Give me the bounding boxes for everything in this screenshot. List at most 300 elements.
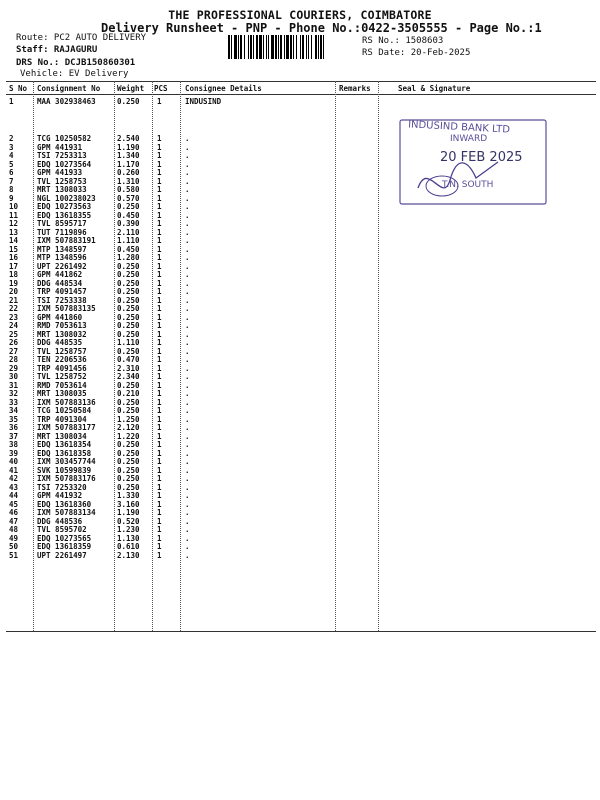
row-weight: 0.250 bbox=[117, 457, 140, 466]
row-pcs: 1 bbox=[157, 474, 162, 483]
route-label: Route: PC2 AUTO DELIVERY bbox=[16, 33, 147, 43]
row-consignee: . bbox=[185, 261, 190, 271]
row-pcs: 1 bbox=[157, 193, 162, 203]
row-consignee: . bbox=[185, 295, 190, 305]
row-pcs: 1 bbox=[157, 176, 162, 186]
row-weight: 0.450 bbox=[117, 244, 140, 254]
row-weight: 2.310 bbox=[117, 363, 140, 373]
row-consignment: RMD 7053614 bbox=[37, 380, 87, 390]
row-sno: 42 bbox=[9, 474, 19, 483]
row-weight: 1.190 bbox=[117, 142, 140, 152]
row-pcs: 1 bbox=[157, 168, 162, 177]
row-consignee: . bbox=[185, 542, 190, 551]
row-sno: 40 bbox=[9, 457, 19, 466]
row-weight: 0.250 bbox=[117, 346, 140, 356]
row-consignment: IXM 507883191 bbox=[37, 236, 96, 245]
row-consignee: . bbox=[185, 389, 190, 398]
row-sno: 16 bbox=[9, 253, 19, 262]
row-weight: 2.130 bbox=[117, 550, 140, 560]
row-consignment: GPM 441931 bbox=[37, 142, 83, 152]
row-consignment: GPM 441933 bbox=[37, 168, 83, 177]
row-weight: 1.110 bbox=[117, 338, 140, 347]
row-consignee: . bbox=[185, 440, 190, 449]
header-seal: Seal & Signature bbox=[398, 84, 471, 93]
row-weight: 1.250 bbox=[117, 414, 140, 424]
row-weight: 0.250 bbox=[117, 321, 140, 330]
row-weight: 0.250 bbox=[117, 482, 140, 492]
row-pcs: 1 bbox=[157, 321, 162, 330]
table-row bbox=[0, 262, 600, 271]
row-weight: 0.250 bbox=[117, 261, 140, 271]
row-pcs: 1 bbox=[157, 389, 162, 398]
row-pcs: 1 bbox=[157, 270, 162, 279]
row-sno: 1 bbox=[9, 97, 14, 106]
row-consignment: EDQ 10273564 bbox=[37, 159, 92, 169]
row-consignment: EDQ 13618355 bbox=[37, 210, 92, 220]
row-consignment: RMD 7053613 bbox=[37, 321, 87, 330]
row-sno: 20 bbox=[9, 287, 19, 296]
row-sno: 45 bbox=[9, 499, 19, 509]
row-consignee: . bbox=[185, 397, 190, 407]
row-consignment: EDQ 13618354 bbox=[37, 440, 92, 449]
row-consignee: . bbox=[185, 142, 190, 152]
row-sno: 23 bbox=[9, 312, 19, 322]
row-consignment: EDQ 13618359 bbox=[37, 542, 92, 551]
runsheet-title: Delivery Runsheet - PNP - Phone No.:0422-3505555 - Page No.:1 bbox=[101, 21, 542, 35]
rs-number: RS No.: 1508603 bbox=[362, 36, 444, 46]
row-consignment: TSI 7253338 bbox=[37, 295, 87, 305]
row-sno: 30 bbox=[9, 372, 19, 381]
row-consignment: EDQ 13618358 bbox=[37, 448, 92, 458]
row-weight: 2.120 bbox=[117, 423, 140, 432]
row-sno: 35 bbox=[9, 414, 19, 424]
row-weight: 0.390 bbox=[117, 219, 140, 228]
row-sno: 11 bbox=[9, 210, 19, 220]
table-row bbox=[0, 338, 600, 347]
table-header-rule bbox=[6, 94, 596, 95]
row-weight: 0.210 bbox=[117, 389, 140, 398]
row-consignment: TVL 8595702 bbox=[37, 525, 87, 534]
row-weight: 2.110 bbox=[117, 227, 140, 237]
row-consignee: . bbox=[185, 499, 190, 509]
row-sno: 9 bbox=[9, 193, 14, 203]
table-row bbox=[0, 415, 600, 424]
row-consignee: . bbox=[185, 151, 190, 160]
header-consignment: Consignment No bbox=[37, 84, 101, 93]
row-consignee: . bbox=[185, 227, 190, 237]
row-weight: 0.610 bbox=[117, 542, 140, 551]
row-consignee: . bbox=[185, 287, 190, 296]
row-consignee: . bbox=[185, 253, 190, 262]
row-consignee: . bbox=[185, 338, 190, 347]
row-pcs: 1 bbox=[157, 355, 162, 364]
row-consignee: . bbox=[185, 550, 190, 560]
row-consignee: . bbox=[185, 465, 190, 475]
table-row bbox=[0, 432, 600, 441]
row-sno: 5 bbox=[9, 159, 14, 169]
table-row bbox=[0, 279, 600, 288]
row-sno: 7 bbox=[9, 176, 14, 186]
row-pcs: 1 bbox=[157, 363, 162, 373]
row-weight: 0.260 bbox=[117, 168, 140, 177]
row-weight: 1.130 bbox=[117, 533, 140, 543]
row-pcs: 1 bbox=[157, 414, 162, 424]
table-row bbox=[0, 364, 600, 373]
row-sno: 43 bbox=[9, 482, 19, 492]
row-weight: 0.250 bbox=[117, 295, 140, 305]
row-consignee: INDUSIND bbox=[185, 97, 222, 106]
row-sno: 21 bbox=[9, 295, 19, 305]
row-consignee: . bbox=[185, 474, 190, 483]
table-row bbox=[0, 457, 600, 466]
row-consignee: . bbox=[185, 202, 190, 211]
row-consignment: TVL 8595717 bbox=[37, 219, 87, 228]
table-row bbox=[0, 381, 600, 390]
row-consignment: TCG 10250582 bbox=[37, 134, 92, 143]
table-row bbox=[0, 321, 600, 330]
row-weight: 0.580 bbox=[117, 185, 140, 194]
table-bottom-rule bbox=[6, 631, 596, 632]
row-consignment: MRT 1308035 bbox=[37, 389, 87, 398]
row-sno: 50 bbox=[9, 542, 19, 551]
row-sno: 47 bbox=[9, 516, 19, 526]
row-weight: 0.250 bbox=[117, 474, 140, 483]
row-weight: 0.250 bbox=[117, 304, 140, 313]
row-consignee: . bbox=[185, 380, 190, 390]
row-weight: 1.220 bbox=[117, 431, 140, 441]
company-title: THE PROFESSIONAL COURIERS, COIMBATORE bbox=[168, 8, 432, 22]
barcode-bar bbox=[324, 35, 326, 59]
row-consignee: . bbox=[185, 312, 190, 322]
row-consignment: MRT 1308032 bbox=[37, 329, 87, 339]
row-pcs: 1 bbox=[157, 97, 162, 106]
row-sno: 44 bbox=[9, 491, 19, 500]
row-weight: 0.250 bbox=[117, 380, 140, 390]
table-row bbox=[0, 542, 600, 551]
row-pcs: 1 bbox=[157, 210, 162, 220]
row-pcs: 1 bbox=[157, 550, 162, 560]
table-row bbox=[0, 313, 600, 322]
row-pcs: 1 bbox=[157, 329, 162, 339]
row-pcs: 1 bbox=[157, 499, 162, 509]
row-consignment: GPM 441862 bbox=[37, 270, 83, 279]
row-pcs: 1 bbox=[157, 516, 162, 526]
row-consignment: TSI 7253313 bbox=[37, 151, 87, 160]
row-consignment: TUT 7119896 bbox=[37, 227, 87, 237]
row-pcs: 1 bbox=[157, 338, 162, 347]
table-row bbox=[0, 245, 600, 254]
row-sno: 19 bbox=[9, 278, 19, 288]
row-sno: 51 bbox=[9, 550, 19, 560]
row-consignee: . bbox=[185, 185, 190, 194]
table-row bbox=[0, 406, 600, 415]
row-pcs: 1 bbox=[157, 448, 162, 458]
row-weight: 1.170 bbox=[117, 159, 140, 169]
row-weight: 0.250 bbox=[117, 440, 140, 449]
row-weight: 2.340 bbox=[117, 372, 140, 381]
row-sno: 3 bbox=[9, 142, 14, 152]
table-row bbox=[0, 483, 600, 492]
row-sno: 10 bbox=[9, 202, 19, 211]
table-row bbox=[0, 219, 600, 228]
row-sno: 25 bbox=[9, 329, 19, 339]
row-consignment: TVL 1258753 bbox=[37, 176, 87, 186]
row-pcs: 1 bbox=[157, 202, 162, 211]
row-pcs: 1 bbox=[157, 151, 162, 160]
row-consignee: . bbox=[185, 159, 190, 169]
row-consignee: . bbox=[185, 372, 190, 381]
row-consignment: TEN 2206536 bbox=[37, 355, 87, 364]
row-consignment: UPT 2261492 bbox=[37, 261, 87, 271]
header-consignee: Consignee Details bbox=[185, 84, 262, 93]
row-pcs: 1 bbox=[157, 312, 162, 322]
row-consignment: MAA 302938463 bbox=[37, 97, 96, 106]
table-top-rule bbox=[6, 81, 596, 82]
table-row bbox=[0, 449, 600, 458]
table-row bbox=[0, 236, 600, 245]
row-pcs: 1 bbox=[157, 295, 162, 305]
row-weight: 0.250 bbox=[117, 202, 140, 211]
row-pcs: 1 bbox=[157, 227, 162, 237]
header-weight: Weight bbox=[117, 84, 145, 93]
row-sno: 6 bbox=[9, 168, 14, 177]
row-consignment: TRP 4091304 bbox=[37, 414, 87, 424]
row-consignee: . bbox=[185, 329, 190, 339]
row-consignee: . bbox=[185, 355, 190, 364]
row-consignee: . bbox=[185, 270, 190, 279]
drs-number: DRS No.: DCJB150860301 bbox=[16, 58, 136, 68]
header-remarks: Remarks bbox=[339, 84, 371, 93]
row-consignment: MTP 1348596 bbox=[37, 253, 87, 262]
row-weight: 0.250 bbox=[117, 312, 140, 322]
table-row bbox=[0, 474, 600, 483]
row-sno: 4 bbox=[9, 151, 14, 160]
row-pcs: 1 bbox=[157, 542, 162, 551]
table-row bbox=[0, 440, 600, 449]
row-consignee: . bbox=[185, 482, 190, 492]
row-consignee: . bbox=[185, 457, 190, 466]
row-sno: 49 bbox=[9, 533, 19, 543]
row-pcs: 1 bbox=[157, 219, 162, 228]
row-pcs: 1 bbox=[157, 287, 162, 296]
row-consignment: SVK 10599839 bbox=[37, 465, 92, 475]
row-consignee: . bbox=[185, 210, 190, 220]
row-consignee: . bbox=[185, 508, 190, 517]
row-sno: 26 bbox=[9, 338, 19, 347]
row-consignment: MRT 1308033 bbox=[37, 185, 87, 194]
row-weight: 3.160 bbox=[117, 499, 140, 509]
row-pcs: 1 bbox=[157, 159, 162, 169]
row-pcs: 1 bbox=[157, 465, 162, 475]
row-consignee: . bbox=[185, 414, 190, 424]
table-row bbox=[0, 517, 600, 526]
row-consignment: IXM 507883134 bbox=[37, 508, 96, 517]
table-row bbox=[0, 228, 600, 237]
table-row bbox=[0, 347, 600, 356]
row-consignment: IXM 303457744 bbox=[37, 457, 96, 466]
row-sno: 22 bbox=[9, 304, 19, 313]
row-pcs: 1 bbox=[157, 525, 162, 534]
row-sno: 33 bbox=[9, 397, 19, 407]
row-weight: 1.280 bbox=[117, 253, 140, 262]
row-consignment: TVL 1258752 bbox=[37, 372, 87, 381]
row-sno: 34 bbox=[9, 406, 19, 415]
row-consignee: . bbox=[185, 168, 190, 177]
row-weight: 0.250 bbox=[117, 397, 140, 407]
row-consignment: DDG 448535 bbox=[37, 338, 83, 347]
row-weight: 0.570 bbox=[117, 193, 140, 203]
row-sno: 29 bbox=[9, 363, 19, 373]
row-consignee: . bbox=[185, 278, 190, 288]
row-weight: 0.250 bbox=[117, 329, 140, 339]
row-sno: 13 bbox=[9, 227, 19, 237]
table-row bbox=[0, 466, 600, 475]
row-consignment: DDG 448536 bbox=[37, 516, 83, 526]
table-row bbox=[0, 508, 600, 517]
row-pcs: 1 bbox=[157, 142, 162, 152]
row-sno: 24 bbox=[9, 321, 19, 330]
row-weight: 0.250 bbox=[117, 270, 140, 279]
row-pcs: 1 bbox=[157, 431, 162, 441]
row-pcs: 1 bbox=[157, 134, 162, 143]
stamp-date: 20 FEB 2025 bbox=[440, 150, 523, 165]
row-consignee: . bbox=[185, 193, 190, 203]
table-row bbox=[0, 534, 600, 543]
table-row bbox=[0, 398, 600, 407]
row-weight: 0.250 bbox=[117, 97, 140, 106]
row-pcs: 1 bbox=[157, 423, 162, 432]
row-pcs: 1 bbox=[157, 440, 162, 449]
row-sno: 12 bbox=[9, 219, 19, 228]
row-weight: 0.250 bbox=[117, 287, 140, 296]
row-sno: 17 bbox=[9, 261, 19, 271]
row-consignee: . bbox=[185, 533, 190, 543]
vehicle-label: Vehicle: EV Delivery bbox=[20, 69, 129, 79]
table-row bbox=[0, 355, 600, 364]
row-consignee: . bbox=[185, 491, 190, 500]
row-weight: 1.310 bbox=[117, 176, 140, 186]
row-consignment: TVL 1258757 bbox=[37, 346, 87, 356]
row-consignee: . bbox=[185, 525, 190, 534]
row-sno: 36 bbox=[9, 423, 19, 432]
row-pcs: 1 bbox=[157, 380, 162, 390]
row-sno: 46 bbox=[9, 508, 19, 517]
row-consignment: TCG 10250584 bbox=[37, 406, 92, 415]
row-consignment: EDQ 10273563 bbox=[37, 202, 92, 211]
row-consignee: . bbox=[185, 516, 190, 526]
row-pcs: 1 bbox=[157, 261, 162, 271]
row-sno: 14 bbox=[9, 236, 19, 245]
header-sno: S No bbox=[9, 84, 28, 93]
row-consignment: MRT 1308034 bbox=[37, 431, 87, 441]
row-pcs: 1 bbox=[157, 397, 162, 407]
bank-inward-stamp bbox=[398, 110, 548, 206]
barcode-image bbox=[228, 35, 353, 59]
header-pcs: PCS bbox=[154, 84, 168, 93]
row-sno: 39 bbox=[9, 448, 19, 458]
rs-date: RS Date: 20-Feb-2025 bbox=[362, 48, 471, 58]
table-row bbox=[0, 491, 600, 500]
row-weight: 0.250 bbox=[117, 406, 140, 415]
row-sno: 15 bbox=[9, 244, 19, 254]
row-consignment: IXM 507883177 bbox=[37, 423, 96, 432]
row-sno: 37 bbox=[9, 431, 19, 441]
table-row bbox=[0, 525, 600, 534]
row-consignee: . bbox=[185, 406, 190, 415]
row-weight: 0.450 bbox=[117, 210, 140, 220]
row-consignment: DDG 448534 bbox=[37, 278, 83, 288]
row-consignee: . bbox=[185, 176, 190, 186]
row-weight: 1.190 bbox=[117, 508, 140, 517]
row-sno: 28 bbox=[9, 355, 19, 364]
stamp-branch: T.N. SOUTH bbox=[442, 180, 494, 190]
row-pcs: 1 bbox=[157, 236, 162, 245]
table-row bbox=[0, 372, 600, 381]
row-sno: 31 bbox=[9, 380, 19, 390]
row-consignee: . bbox=[185, 363, 190, 373]
row-consignment: UPT 2261497 bbox=[37, 550, 87, 560]
table-row bbox=[0, 97, 600, 106]
row-pcs: 1 bbox=[157, 491, 162, 500]
row-pcs: 1 bbox=[157, 508, 162, 517]
row-sno: 2 bbox=[9, 134, 14, 143]
table-row bbox=[0, 211, 600, 220]
row-consignee: . bbox=[185, 448, 190, 458]
row-pcs: 1 bbox=[157, 457, 162, 466]
row-consignment: MTP 1348597 bbox=[37, 244, 87, 254]
row-consignment: EDQ 13618360 bbox=[37, 499, 92, 509]
row-pcs: 1 bbox=[157, 278, 162, 288]
row-pcs: 1 bbox=[157, 372, 162, 381]
row-consignment: GPM 441860 bbox=[37, 312, 83, 322]
staff-label: Staff: RAJAGURU bbox=[16, 45, 98, 55]
row-pcs: 1 bbox=[157, 346, 162, 356]
row-sno: 38 bbox=[9, 440, 19, 449]
row-consignee: . bbox=[185, 431, 190, 441]
row-pcs: 1 bbox=[157, 482, 162, 492]
table-row bbox=[0, 389, 600, 398]
row-consignee: . bbox=[185, 236, 190, 245]
row-pcs: 1 bbox=[157, 244, 162, 254]
table-row bbox=[0, 296, 600, 305]
row-weight: 1.110 bbox=[117, 236, 140, 245]
row-consignee: . bbox=[185, 219, 190, 228]
table-row bbox=[0, 270, 600, 279]
table-row bbox=[0, 287, 600, 296]
table-row bbox=[0, 423, 600, 432]
row-consignment: GPM 441932 bbox=[37, 491, 83, 500]
row-consignment: TRP 4091457 bbox=[37, 287, 87, 296]
row-pcs: 1 bbox=[157, 253, 162, 262]
row-weight: 2.540 bbox=[117, 134, 140, 143]
row-weight: 1.340 bbox=[117, 151, 140, 160]
row-pcs: 1 bbox=[157, 185, 162, 194]
row-consignee: . bbox=[185, 134, 190, 143]
row-sno: 32 bbox=[9, 389, 19, 398]
row-consignee: . bbox=[185, 321, 190, 330]
row-sno: 41 bbox=[9, 465, 19, 475]
row-weight: 0.520 bbox=[117, 516, 140, 526]
row-consignment: IXM 507883176 bbox=[37, 474, 96, 483]
row-consignee: . bbox=[185, 244, 190, 254]
table-row bbox=[0, 551, 600, 560]
stamp-bank-name: INDUSIND BANK LTD bbox=[407, 119, 511, 136]
row-weight: 0.250 bbox=[117, 465, 140, 475]
row-pcs: 1 bbox=[157, 304, 162, 313]
row-consignee: . bbox=[185, 304, 190, 313]
row-consignee: . bbox=[185, 423, 190, 432]
row-consignment: IXM 507883136 bbox=[37, 397, 96, 407]
